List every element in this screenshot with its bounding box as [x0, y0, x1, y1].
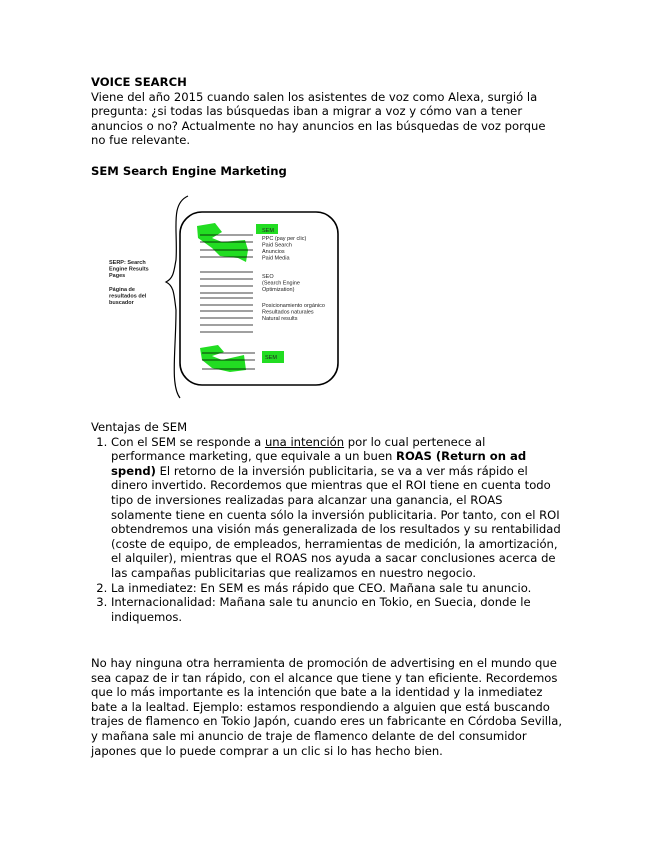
list-item: 3. Internacionalidad: Mañana sale tu anuncio en Tokio, en Suecia, donde le indiquemos.	[111, 595, 563, 624]
bottom-sem-label: SEM	[265, 355, 277, 361]
paid-labels: PPC (pay per clic) Paid Search Anuncios Paid Media	[262, 236, 307, 262]
closing-paragraph: No hay ninguna otra herramienta de promoción de advertising en el mundo que sea capaz de ir tan rápido, con el alcance que tiene y tan eficiente. Recordemos que lo más importante es la intención que bate a la identidad y la inmediatez bate a la lealtad. Ejemplo: estamos respondiendo a alguien que está buscando trajes de flamenco en Tokio Japón, cuando eres un fabricante en Córdoba Sevilla, y mañana sale mi anuncio de traje de flamenco delante de del consumidor japones que lo puede comprar a un clic si lo has hecho bien.	[91, 656, 563, 758]
serp-label-es: Página de	[109, 287, 135, 293]
voice-search-heading: VOICE SEARCH	[91, 75, 187, 89]
serp-label: SERP: Search	[109, 260, 146, 266]
list-item: 2. La inmediatez: En SEM es más rápido que CEO. Mañana sale tu anuncio.	[111, 581, 563, 596]
list-item: 1. Con el SEM se responde a una intención por lo cual pertenece al performance marketing, que equivale a un buen ROAS (Return on ad spend) El retorno de la inversión publicitaria, se va a ver más rápido el dinero invertido. Recordemos que mientras que el ROI tiene en cuenta todo tipo de inversiones realizadas para alcanzar una ganancia, el ROAS solamente tiene en cuenta sólo la inversión publicitaria. Por tanto, con el ROI obtendremos una visión más generalizada de los resultados y su rentabilidad (coste de equipo, de empleados, herramientas de medición, la amortización, el alquiler), mientras que el ROAS nos ayuda a sacar conclusiones acerca de las campañas publicitarias que realizamos en nuestro negocio.	[111, 435, 563, 581]
sem-heading: SEM Search Engine Marketing	[91, 164, 287, 178]
ventajas-list	[91, 435, 563, 625]
seo-labels: SEO (Search Engine Optimization)	[262, 274, 300, 293]
top-sem-label: SEM	[262, 228, 274, 234]
ventajas-heading: Ventajas de SEM	[91, 420, 188, 434]
brace-shape	[166, 196, 188, 398]
organic-labels: Posicionamiento orgánico Resultados naturales Natural results	[262, 303, 325, 322]
ventajas-section	[91, 420, 563, 624]
serp-diagram	[100, 190, 370, 410]
voice-search-section	[91, 75, 563, 148]
svg-text:Página deresultados delbuscado: Página de resultados del buscador	[109, 287, 147, 306]
voice-search-body: Viene del año 2015 cuando salen los asistentes de voz como Alexa, surgió la pregunta: ¿si todas las búsquedas iban a migrar a voz y cómo van a tener anuncios o no? Actualmente no hay anuncios en las búsquedas de voz porque no fue relevante.	[91, 89, 546, 148]
svg-text:SERP: SearchEngine ResultsPage: SERP: Search Engine Results Pages	[109, 260, 149, 279]
